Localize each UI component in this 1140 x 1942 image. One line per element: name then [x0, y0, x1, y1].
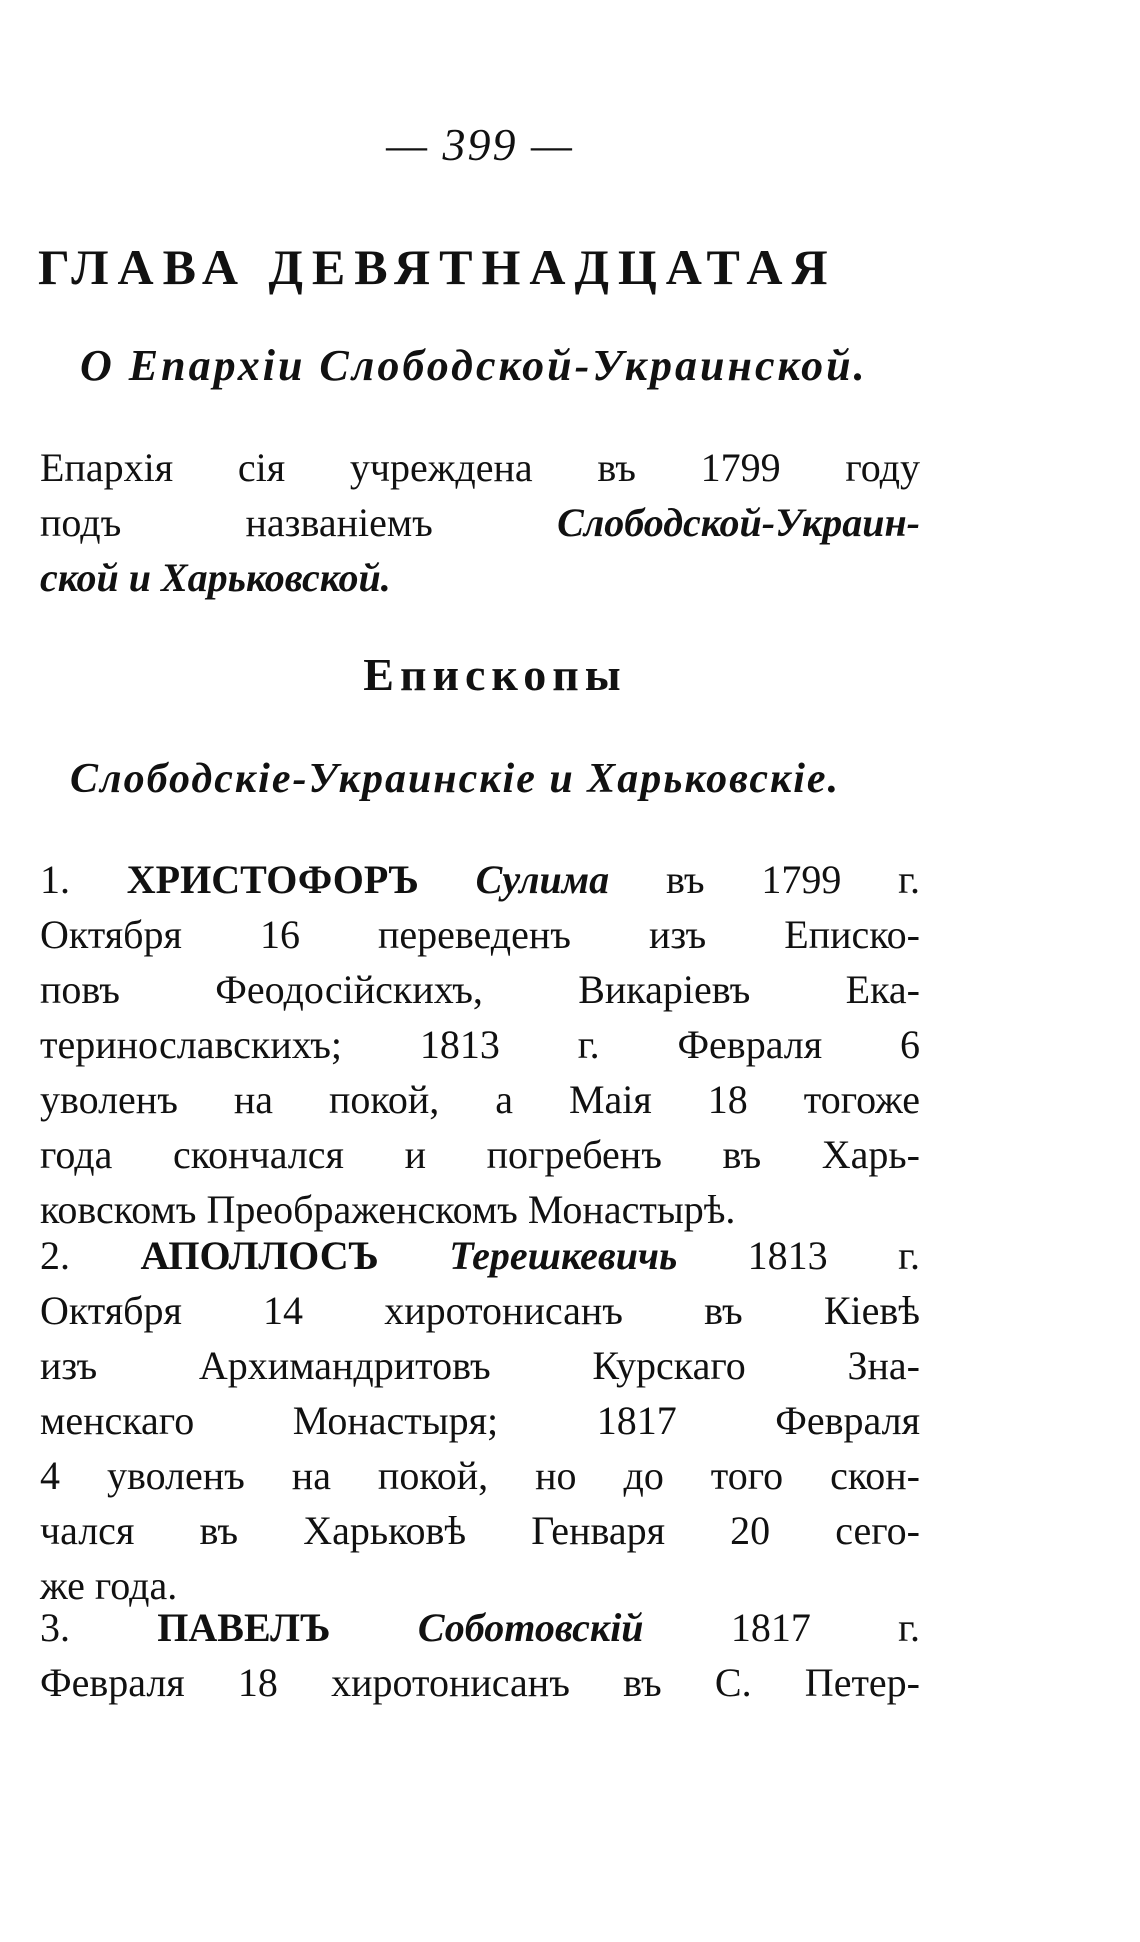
entry-2-line: чался въ Харьковѣ Генваря 20 сего-	[40, 1508, 920, 1553]
entry-2-line: изъ Архимандритовъ Курскаго Зна-	[40, 1343, 920, 1388]
intro-line-1: Епархія сія учреждена въ 1799 году	[40, 445, 920, 490]
entry-1-line: повъ Феодосійскихъ, Викаріевъ Ека-	[40, 967, 920, 1012]
page-number: — 399 —	[386, 119, 574, 170]
entry-1-first-line	[40, 852, 920, 907]
entry-2-line: Октября 14 хиротонисанъ въ Кіевѣ	[40, 1288, 920, 1333]
section-subheading: Слободскіе-Украинскіе и Харьковскіе.	[70, 756, 841, 802]
bishop-entry-2	[40, 1228, 920, 1613]
entry-3-name: ПАВЕЛЪ	[157, 1605, 331, 1650]
entry-2-line: менскаго Монастыря; 1817 Февраля	[40, 1398, 920, 1443]
entry-3-first-line	[40, 1600, 920, 1655]
entry-3-surname: Соботовскій	[417, 1605, 644, 1650]
bishop-entry-1	[40, 852, 920, 1237]
entry-3-date: 1817 г.	[643, 1605, 921, 1650]
entry-2-line: 4 уволенъ на покой, но до того скон-	[40, 1453, 920, 1498]
entry-1-number: 1.	[40, 857, 70, 902]
entry-2-first-line	[40, 1228, 920, 1283]
intro-line-3: ской и Харьковской.	[40, 555, 391, 600]
intro-paragraph	[40, 440, 920, 605]
diocese-name: Слободской-Украин-	[557, 500, 920, 545]
intro-line-2-text: подъ названіемъ	[40, 500, 558, 545]
entry-2-line: же года.	[40, 1563, 178, 1608]
entry-1-line: Октября 16 переведенъ изъ Еписко-	[40, 912, 920, 957]
entry-1-line: года скончался и погребенъ въ Харь-	[40, 1132, 920, 1177]
bishop-entry-3	[40, 1600, 920, 1710]
entry-1-line: уволенъ на покой, а Маія 18 тогоже	[40, 1077, 920, 1122]
entry-1-name: ХРИСТОФОРЪ	[126, 857, 419, 902]
intro-line-2	[40, 495, 920, 550]
chapter-subtitle: О Епархіи Слободской-Украинской.	[80, 341, 868, 390]
entry-2-name: АПОЛЛОСЪ	[140, 1233, 379, 1278]
entry-2-date: 1813 г.	[677, 1233, 920, 1278]
entry-1-date: въ 1799 г.	[609, 857, 920, 902]
section-heading: Епископы	[363, 649, 627, 700]
entry-2-surname: Терешкевичь	[449, 1233, 678, 1278]
entry-1-line: ковскомъ Преображенскомъ Монастырѣ.	[40, 1187, 736, 1232]
entry-3-line: Февраля 18 хиротонисанъ въ С. Петер-	[40, 1660, 920, 1705]
entry-3-number: 3.	[40, 1605, 70, 1650]
entry-2-number: 2.	[40, 1233, 70, 1278]
entry-1-line: теринославскихъ; 1813 г. Февраля 6	[40, 1022, 920, 1067]
entry-1-surname: Сулима	[475, 857, 610, 902]
chapter-title: ГЛАВА ДЕВЯТНАДЦАТАЯ	[38, 239, 837, 295]
